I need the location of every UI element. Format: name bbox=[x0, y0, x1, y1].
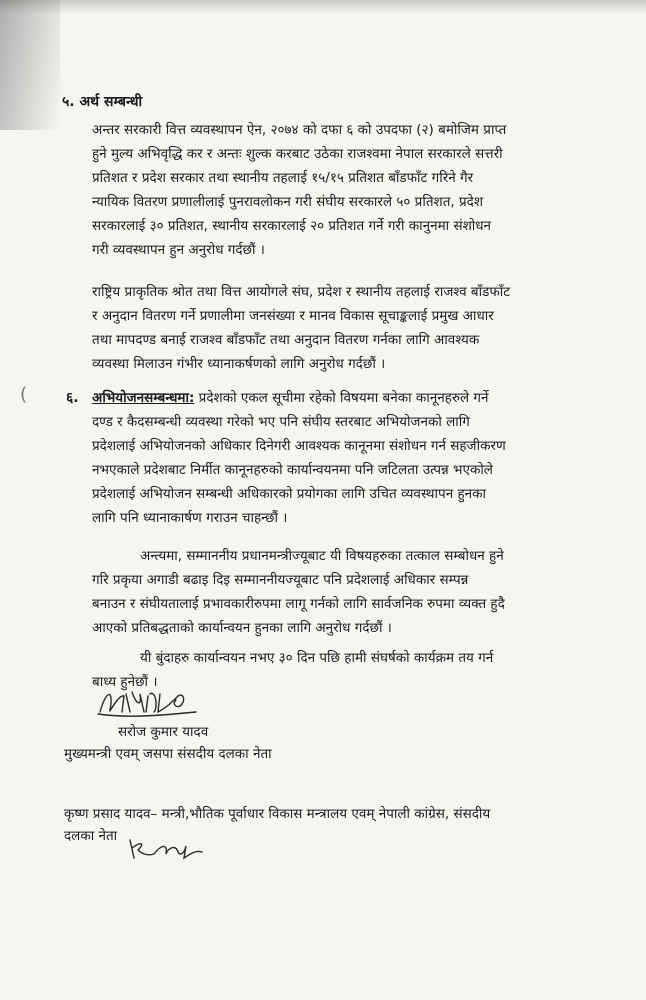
closing-para1-line: अन्त्यमा, सम्माननीय प्रधानमन्त्रीज्यूबाट यी विषयहरुका तत्काल सम्बोधन हुने bbox=[140, 548, 504, 564]
signatory-2-line: दलका नेता bbox=[64, 828, 118, 844]
section-5-heading: ५. अर्थ सम्बन्धी bbox=[62, 94, 143, 110]
section-5-para1-line: न्यायिक वितरण प्रणालीलाई पुनरावलोकन गरी संघीय सरकारले ५० प्रतिशत, प्रदेश bbox=[92, 194, 484, 210]
section-6-first-line bbox=[92, 388, 489, 408]
section-6-line: नभएकाले प्रदेशबाट निर्मीत कानूनहरुको कार्यान्वयनमा पनि जटिलता उत्पन्न भएकोले bbox=[92, 462, 493, 478]
section-6-number: ६. bbox=[66, 390, 79, 406]
page-corner-shadow bbox=[0, 0, 60, 130]
section-6-first-line-rest: प्रदेशको एकल सूचीमा रहेको विषयमा बनेका कानूनहरुले गर्ने bbox=[194, 390, 489, 406]
section-6-line: दण्ड र कैदसम्बन्धी व्यवस्था गरेको भए पनि संघीय स्तरबाट अभियोजनको लागि bbox=[92, 414, 470, 430]
section-5-para1-line: प्रतिशत र प्रदेश सरकार तथा स्थानीय तहलाई १५/१५ प्रतिशत बाँडफाँट गरिने गैर bbox=[92, 170, 474, 186]
signature-1-image bbox=[96, 682, 206, 722]
section-5-para1-line: गरी व्यवस्थापन हुन अनुरोध गर्दछौं । bbox=[92, 242, 265, 258]
section-6-line: प्रदेशलाई अभियोजन सम्बन्धी अधिकारको प्रयोगका लागि उचित व्यवस्थापन हुनका bbox=[92, 486, 487, 502]
signatory-1-title: मुख्यमन्त्री एवम् जसपा संसदीय दलका नेता bbox=[64, 746, 272, 762]
section-5-para2-line: तथा मापदण्ड बनाई राजश्व बाँडफाँट तथा अनुदान वितरण गर्नका लागि आवश्यक bbox=[92, 332, 480, 348]
closing-para1-line: गरि प्रकृया अगाडी बढाइ दिइ सम्माननीयज्यूबाट पनि प्रदेशलाई अधिकार सम्पन्न bbox=[92, 572, 469, 588]
section-5-para2-line: व्यवस्था मिलाउन गंभीर ध्यानाकर्षणको लागि अनुरोध गर्दछौं । bbox=[92, 356, 386, 372]
signatory-1-name: सरोज कुमार यादव bbox=[118, 724, 209, 740]
section-5-para1-line: सरकारलाई ३० प्रतिशत, स्थानीय सरकारलाई २० प्रतिशत गर्ने गरी कानुनमा संशोधन bbox=[92, 218, 492, 234]
section-5-para1-line: अन्तर सरकारी वित्त व्यवस्थापन ऐन, २०७४ को दफा ६ को उपदफा (२) बमोजिम प्राप्त bbox=[92, 122, 507, 138]
closing-para2-line: यी बुंदाहरु कार्यान्वयन नभए ३० दिन पछि हामी संघर्षको कार्यक्रम तय गर्न bbox=[140, 650, 494, 666]
section-6-line: लागि पनि ध्यानाकार्षण गराउन चाहन्छौं । bbox=[92, 510, 288, 526]
section-6-line: प्रदेशलाई अभियोजनको अधिकार दिनेगरी आवश्यक कानूनमा संशोधन गर्न सहजीकरण bbox=[92, 438, 506, 454]
section-5-para2-line: र अनुदान वितरण गर्ने प्रणालीमा जनसंख्या र मानव विकास सूचाङ्कलाई प्रमुख आधार bbox=[92, 308, 494, 324]
signatory-2-line: कृष्ण प्रसाद यादव– मन्त्री,भौतिक पूर्वाधार विकास मन्त्रालय एवम् नेपाली कांग्रेस, संसदीय bbox=[64, 806, 491, 822]
page-top-shadow bbox=[0, 0, 646, 14]
closing-para1-line: बनाउन र संघीयतालाई प्रभावकारीरुपमा लागू गर्नको लागि सार्वजनिक रुपमा व्यक्त हुदै bbox=[92, 596, 505, 612]
signature-2-image bbox=[124, 832, 214, 866]
section-5-para1-line: हुने मुल्य अभिवृद्धि कर र अन्तः शुल्क करबाट उठेका राजश्वमा नेपाल सरकारले सत्तरी bbox=[92, 146, 503, 162]
section-5-para2-line: राष्ट्रिय प्राकृतिक श्रोत तथा वित्त आयोगले संघ, प्रदेश र स्थानीय तहलाई राजश्व बाँडफाँट bbox=[92, 284, 511, 300]
closing-para2-line: बाध्य हुनेछौं । bbox=[92, 674, 158, 690]
section-6-title: अभियोजनसम्बन्धमा: bbox=[92, 390, 195, 406]
margin-bracket-mark: ( bbox=[20, 384, 28, 405]
closing-para1-line: आएको प्रतिबद्धताको कार्यान्वयन हुनका लागि अनुरोध गर्दछौं । bbox=[92, 620, 392, 636]
